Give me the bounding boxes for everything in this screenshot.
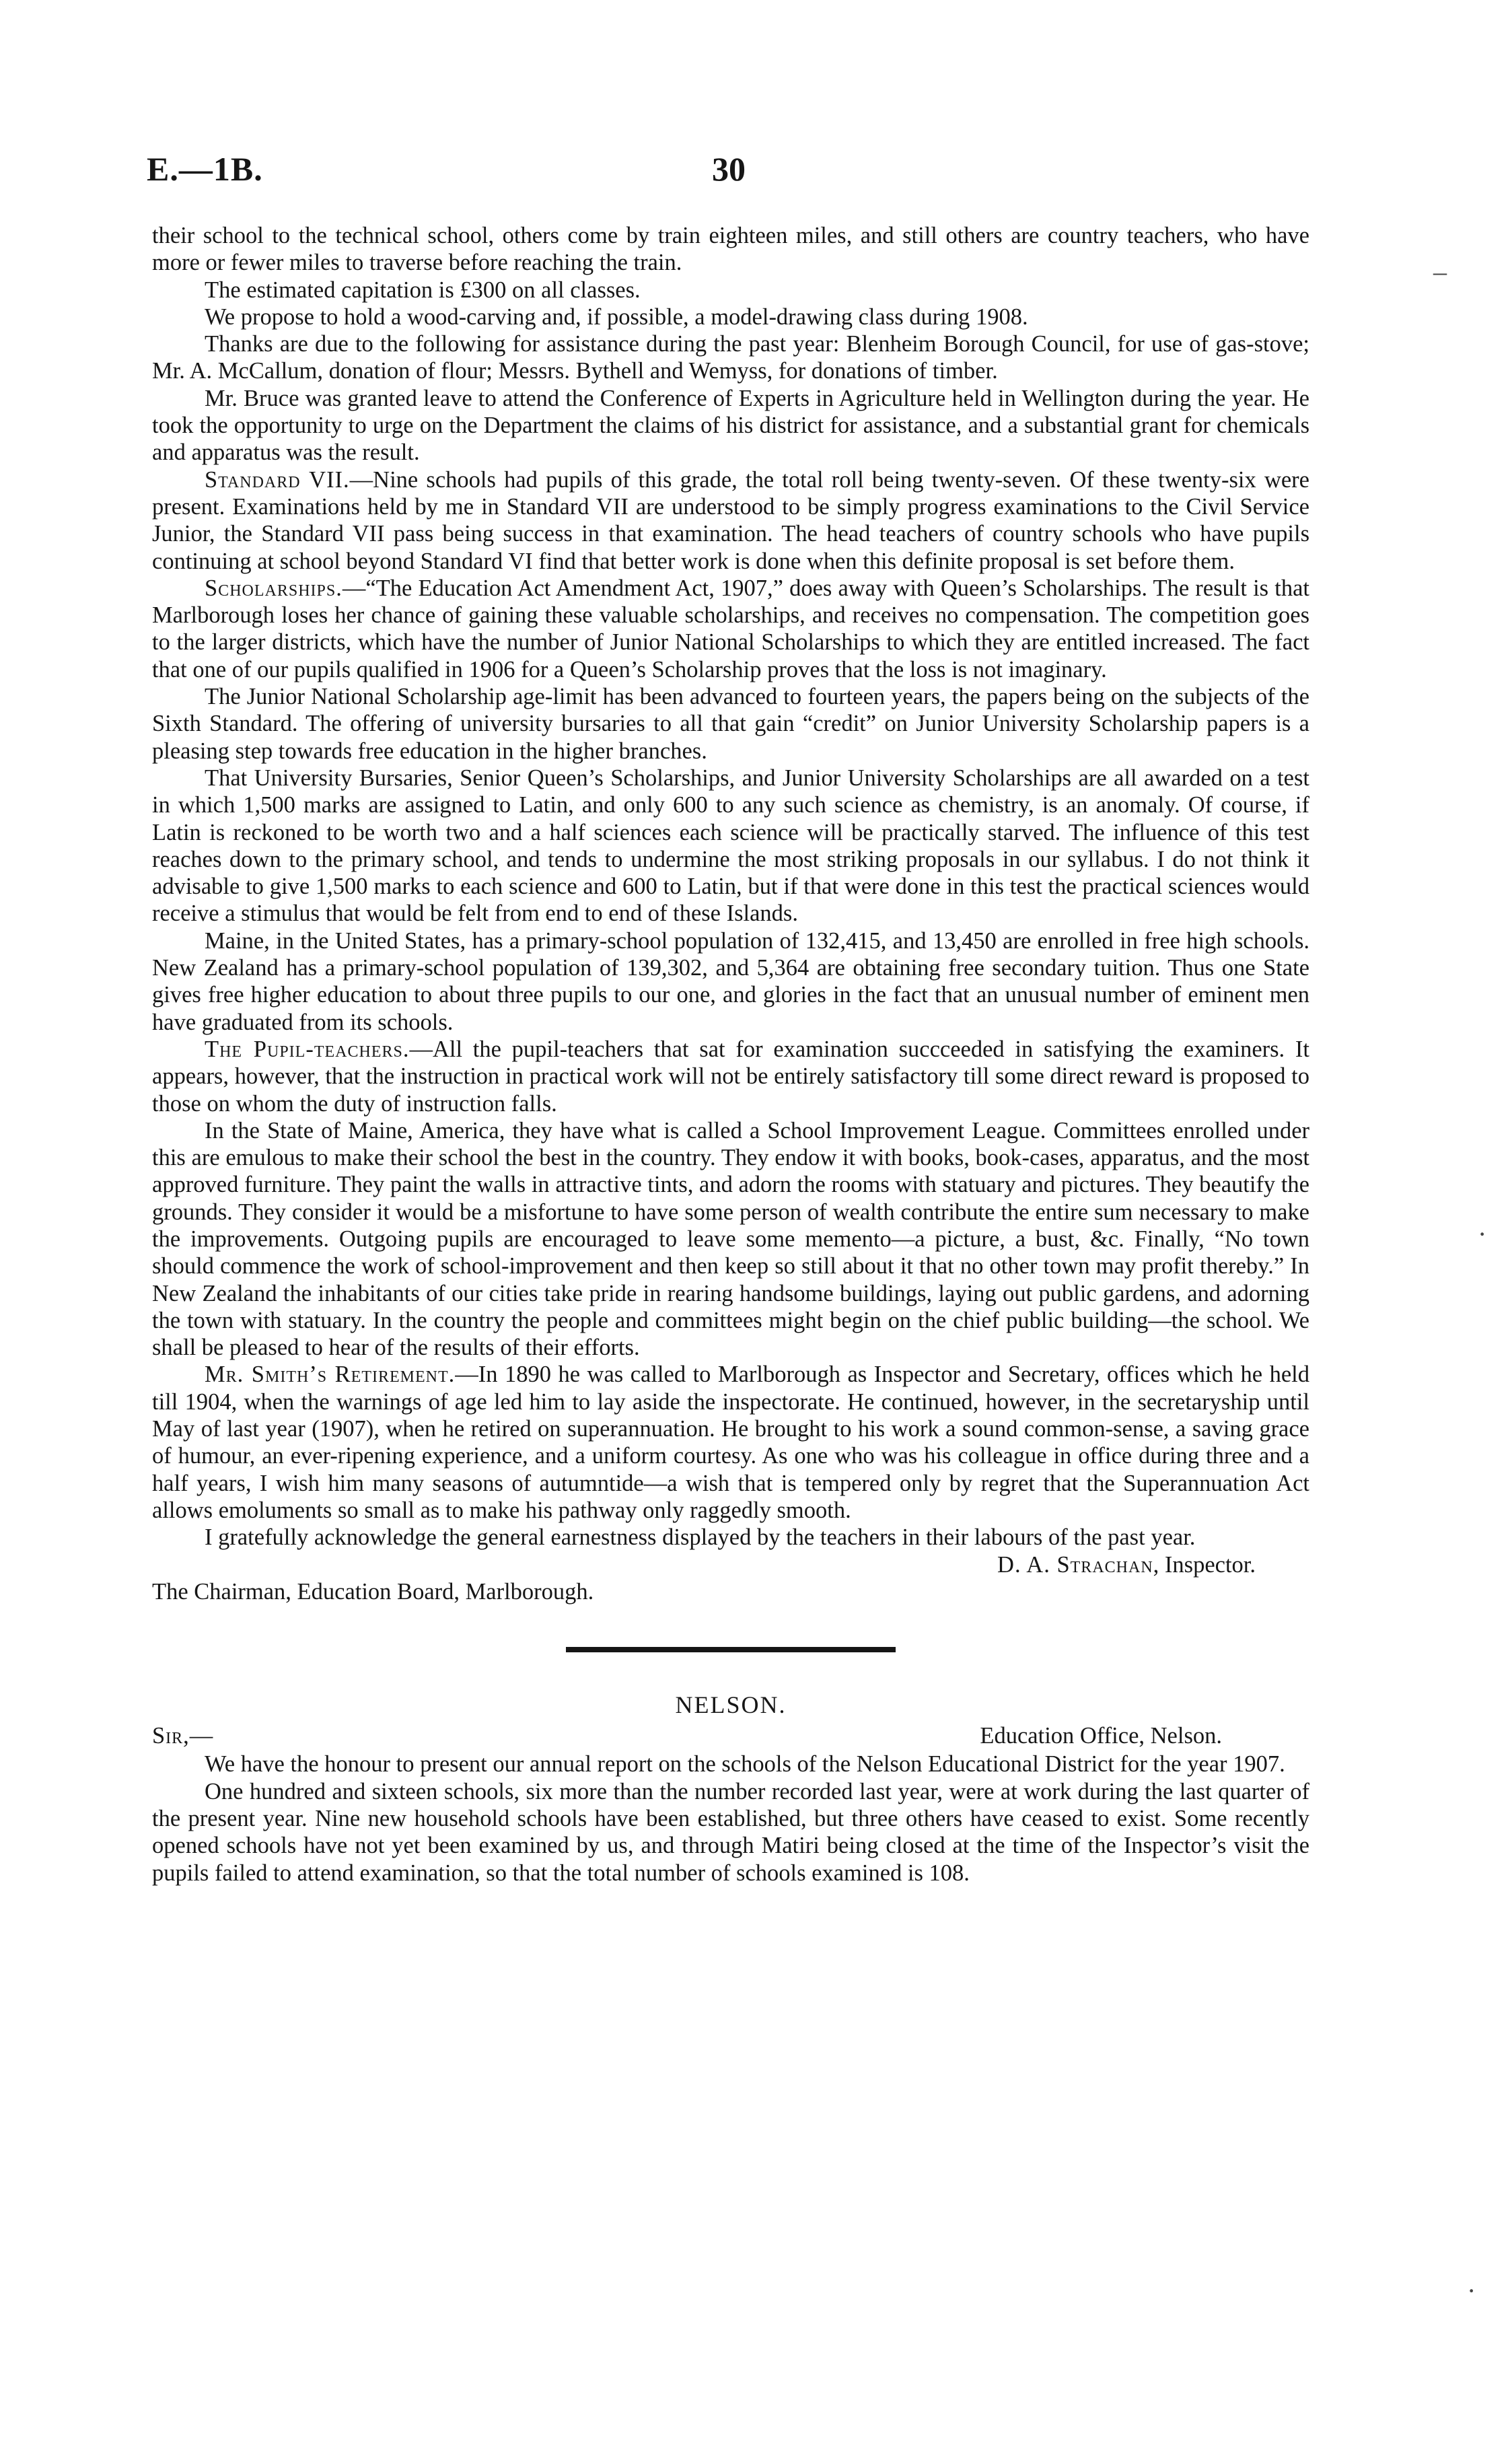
paragraph-standard-vii <box>152 466 1309 575</box>
paragraph-text: —“The Education Act Amendment Act, 1907,” does away with Queen’s Scholarships. The result is that Marlborough loses her chance of gaining these valuable scholarships, and receives no compensation. The competition goes to the larger districts, which have the number of Junior National Scholarships to which they are entitled increased. The fact that one of our pupils qualified in 1906 for a Queen’s Scholarship proves that the loss is not imaginary. <box>152 575 1309 682</box>
salutation-line <box>152 1722 1309 1751</box>
margin-mark: · <box>1478 1219 1487 1249</box>
page-header <box>147 149 1304 197</box>
addressee: The Chairman, Education Board, Marlborough. <box>152 1578 594 1605</box>
paragraph-scholarships <box>152 575 1309 683</box>
paragraph-retirement <box>152 1361 1309 1524</box>
section-divider <box>566 1647 896 1652</box>
paragraph: One hundred and sixteen schools, six more than the number recorded last year, were at work during the last quarter of the present year. Nine new household schools have been established, but three others have ceased to exist. Some recently opened schools have not yet been examined by us, and through Matiri being closed at the time of the Inspector’s visit the pupils failed to attend examination, so that the total number of schools examined is 108. <box>152 1778 1309 1886</box>
paragraph: We have the honour to present our annual report on the schools of the Nelson Educational District for the year 1907. <box>205 1751 1285 1777</box>
paragraph: Mr. Bruce was granted leave to attend the Conference of Experts in Agriculture held in Wellington during the year. He took the opportunity to urge on the Department the claims of his district for assistance, and a substantial grant for chemicals and apparatus was the result. <box>152 385 1309 466</box>
office-address: Education Office, Nelson. <box>980 1723 1222 1749</box>
paragraph: The Junior National Scholarship age-limit has been advanced to fourteen years, the papers being on the subjects of the Sixth Standard. The offering of university bursaries to all that gain “credit” on Junior University Scholarship papers is a pleasing step towards free education in the higher branches. <box>152 684 1309 764</box>
page-number: 30 <box>712 150 746 188</box>
paragraph: That University Bursaries, Senior Queen’s Scholarships, and Junior University Scholarships are all awarded on a test in which 1,500 marks are assigned to Latin, and only 600 to any such science as chemistry, is an anomaly. Of course, if Latin is reckoned to be worth two and a half sciences each science will be practically starved. The influence of this test reaches down to the primary school, and tends to undermine the most striking proposals in our syllabus. I do not think it advisable to give 1,500 marks to each science and 600 to Latin, but if that were done in this test the practical sciences would receive a stimulus that would be felt from end to end of these Islands. <box>152 765 1309 927</box>
paragraph: Maine, in the United States, has a primary-school population of 132,415, and 13,450 are enrolled in free high schools. New Zealand has a primary-school population of 139,302, and 5,364 are obtaining free secondary tuition. Thus one State gives free higher education to about three pupils to our one, and glories in the fact that an unusual number of eminent men have graduated from its schools. <box>152 927 1309 1035</box>
paragraph: We propose to hold a wood-carving and, if possible, a model-drawing class during 1908. <box>205 304 1028 330</box>
paragraph: I gratefully acknowledge the general earnestness displayed by the teachers in their labours of the past year. <box>205 1524 1196 1551</box>
signature-title: , Inspector. <box>1153 1551 1256 1578</box>
margin-mark: · <box>1467 2276 1476 2306</box>
paragraph: Thanks are due to the following for assistance during the past year: Blenheim Borough Council, for use of gas-stove; Mr. A. McCallum, donation of flour; Messrs. Bythell and Wemyss, for donations of timber. <box>152 331 1309 384</box>
nelson-title: NELSON. <box>675 1691 787 1719</box>
section-heading: The Pupil-teachers. <box>205 1036 410 1062</box>
paragraph-text: —Nine schools had pupils of this grade, the total roll being twenty-seven. Of these twenty-six were present. Examinations held by me in Standard VII are understood to be simply progress examinations to the Civil Service Junior, the Standard VII pass being success in that examination. The head teachers of country schools who have pupils continuing at school beyond Standard VI find that better work is done when this definite proposal is set before them. <box>152 466 1309 574</box>
signature <box>152 1551 1309 1578</box>
section-heading: Standard VII. <box>205 466 350 493</box>
section-heading: Mr. Smith’s Retirement. <box>205 1362 456 1388</box>
margin-mark: – <box>1433 256 1447 287</box>
report-body <box>152 222 1309 1887</box>
paragraph: The estimated capitation is £300 on all classes. <box>205 277 641 303</box>
report-reference: E.—1B. <box>147 150 263 188</box>
paragraph-pupil-teachers <box>152 1036 1309 1117</box>
paragraph-text: —All the pupil-teachers that sat for examination succceeded in satisfying the examiners. It appears, however, that the instruction in practical work will not be entirely satisfactory till some direct reward is proposed to those on whom the duty of instruction falls. <box>152 1036 1309 1117</box>
paragraph-text: —In 1890 he was called to Marlborough as Inspector and Secretary, offices which he held till 1904, when the warnings of age led him to lay aside the inspectorate. He continued, however, in the secretaryship until May of last year (1907), when he retired on superannuation. He brought to his work a sound common-sense, a saving grace of humour, an ever-ripening experience, and a uniform courtesy. As one who was his colleague in office during three and a half years, I wish him many seasons of autumntide—a wish that is tempered only by regret that the Superannuation Act allows emoluments so small as to make his pathway only raggedly smooth. <box>152 1362 1309 1523</box>
paragraph: their school to the technical school, others come by train eighteen miles, and still others are country teachers, who have more or fewer miles to traverse before reaching the train. <box>152 223 1309 276</box>
signature-name: D. A. Strachan <box>997 1551 1153 1578</box>
section-heading: Scholarships. <box>205 575 343 601</box>
salutation: Sir,— <box>152 1723 214 1749</box>
paragraph: In the State of Maine, America, they have what is called a School Improvement League. Committees enrolled under this are emulous to make their school the best in the country. They endow it with books, book-cases, apparatus, and the most approved furniture. They paint the walls in attractive tints, and adorn the rooms with statuary and pictures. They beautify the grounds. They consider it would be a misfortune to have some person of wealth contribute the entire sum necessary to make the improvements. Outgoing pupils are encouraged to leave some memento—a picture, a bust, &c. Finally, “No town should commence the work of school-improvement and then keep so still about it that no other town may profit thereby.” In New Zealand the inhabitants of our cities take pride in rearing handsome buildings, laying out public gardens, and adorning the town with statuary. In the country the people and committees might begin on the chief public building—the school. We shall be pleased to hear of the results of their efforts. <box>152 1117 1309 1361</box>
